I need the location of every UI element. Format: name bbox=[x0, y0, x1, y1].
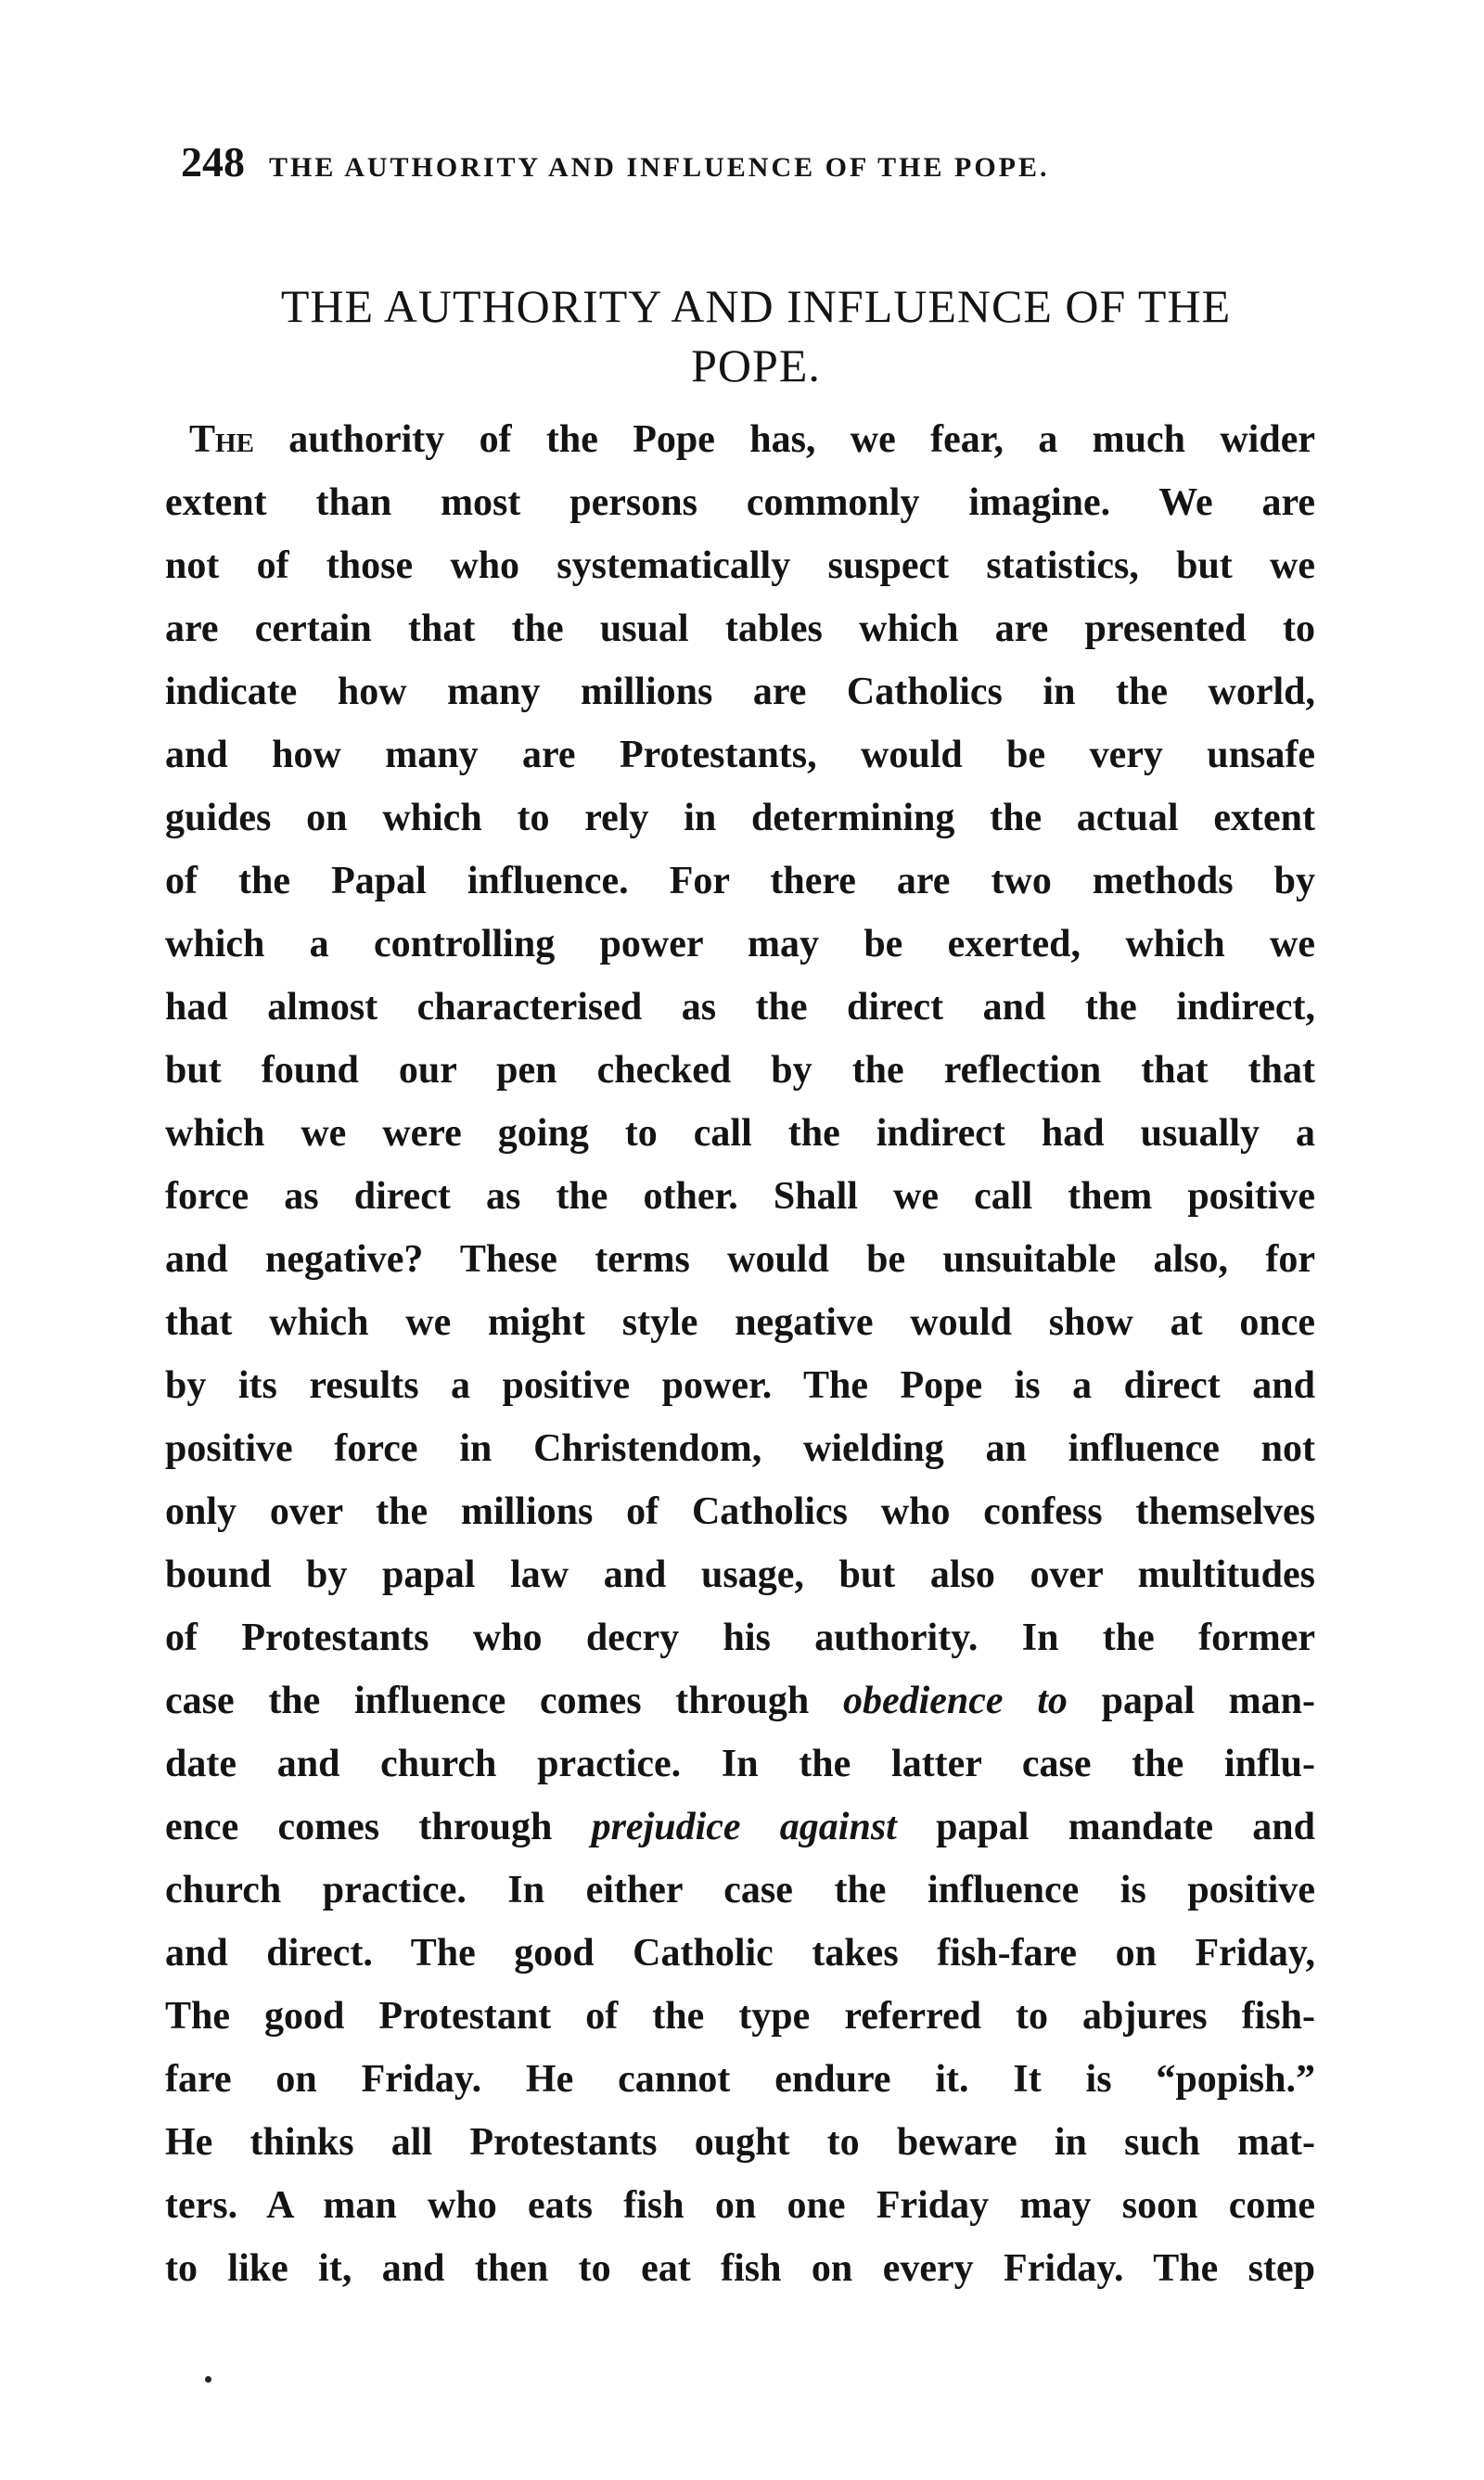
page-number: 248 bbox=[181, 138, 245, 185]
text-line: which a controlling power may be exerted, which we bbox=[165, 923, 1315, 965]
text-line: extent than most persons commonly imagine. We are bbox=[165, 481, 1315, 524]
text-line-segment: authority of the Pope has, we fear, a much wider bbox=[253, 418, 1315, 461]
chapter-title bbox=[176, 276, 1336, 395]
text-line: The good Protestant of the type referred to abjures fish- bbox=[165, 1995, 1315, 2038]
printer-mark bbox=[205, 2376, 211, 2383]
text-line-segment: papal mandate and bbox=[896, 1806, 1316, 1848]
chapter-title-line-2: POPE. bbox=[691, 339, 821, 391]
text-line: ters. A man who eats fish on one Friday may soon come bbox=[165, 2184, 1315, 2227]
chapter-title-line-1: THE AUTHORITY AND INFLUENCE OF THE bbox=[280, 280, 1232, 332]
text-line: indicate how many millions are Catholics in the world, bbox=[165, 671, 1315, 713]
text-line: by its results a positive power. The Pope is a direct and bbox=[165, 1364, 1315, 1407]
text-line: bound by papal law and usage, but also over multitudes bbox=[165, 1553, 1315, 1596]
text-line: to like it, and then to eat fish on every Friday. The step bbox=[165, 2247, 1315, 2290]
text-line: of the Papal influence. For there are two methods by bbox=[165, 860, 1315, 902]
text-line: and direct. The good Catholic takes fish-fare on Friday, bbox=[165, 1932, 1315, 1975]
text-line: that which we might style negative would show at once bbox=[165, 1301, 1315, 1344]
text-line: not of those who systematically suspect statistics, but we bbox=[165, 544, 1315, 587]
text-line bbox=[165, 1796, 1315, 1859]
text-line: only over the millions of Catholics who confess themselves bbox=[165, 1490, 1315, 1533]
italic-phrase: prejudice against bbox=[591, 1806, 897, 1848]
text-line: church practice. In either case the influence is positive bbox=[165, 1869, 1315, 1911]
italic-phrase: obedience to bbox=[842, 1680, 1068, 1722]
text-line-segment: case the influence comes through bbox=[165, 1680, 843, 1722]
text-line: fare on Friday. He cannot endure it. It is “popish.” bbox=[165, 2058, 1315, 2101]
text-line-segment: papal man- bbox=[1067, 1680, 1316, 1722]
text-line: guides on which to rely in determining the actual extent bbox=[165, 797, 1315, 839]
running-head bbox=[181, 137, 1322, 193]
text-line: force as direct as the other. Shall we call them positive bbox=[165, 1175, 1315, 1218]
text-line bbox=[165, 1669, 1315, 1732]
text-line: had almost characterised as the direct and the indirect, bbox=[165, 986, 1315, 1029]
text-line: date and church practice. In the latter case the influ- bbox=[165, 1743, 1315, 1785]
text-line: positive force in Christendom, wielding an influence not bbox=[165, 1427, 1315, 1470]
text-line bbox=[165, 408, 1315, 471]
text-line: are certain that the usual tables which are presented to bbox=[165, 607, 1315, 650]
opening-word: The bbox=[189, 418, 254, 461]
text-line: and negative? These terms would be unsuitable also, for bbox=[165, 1238, 1315, 1281]
text-line: He thinks all Protestants ought to beware in such mat- bbox=[165, 2121, 1315, 2164]
running-head-title: THE AUTHORITY AND INFLUENCE OF THE POPE. bbox=[269, 152, 1050, 183]
text-line: of Protestants who decry his authority. In the former bbox=[165, 1617, 1315, 1659]
text-line: which we were going to call the indirect had usually a bbox=[165, 1112, 1315, 1155]
body-text bbox=[165, 408, 1315, 2300]
text-line-segment: ence comes through bbox=[165, 1806, 592, 1848]
text-line: and how many are Protestants, would be very unsafe bbox=[165, 734, 1315, 776]
text-line: but found our pen checked by the reflection that that bbox=[165, 1049, 1315, 1092]
